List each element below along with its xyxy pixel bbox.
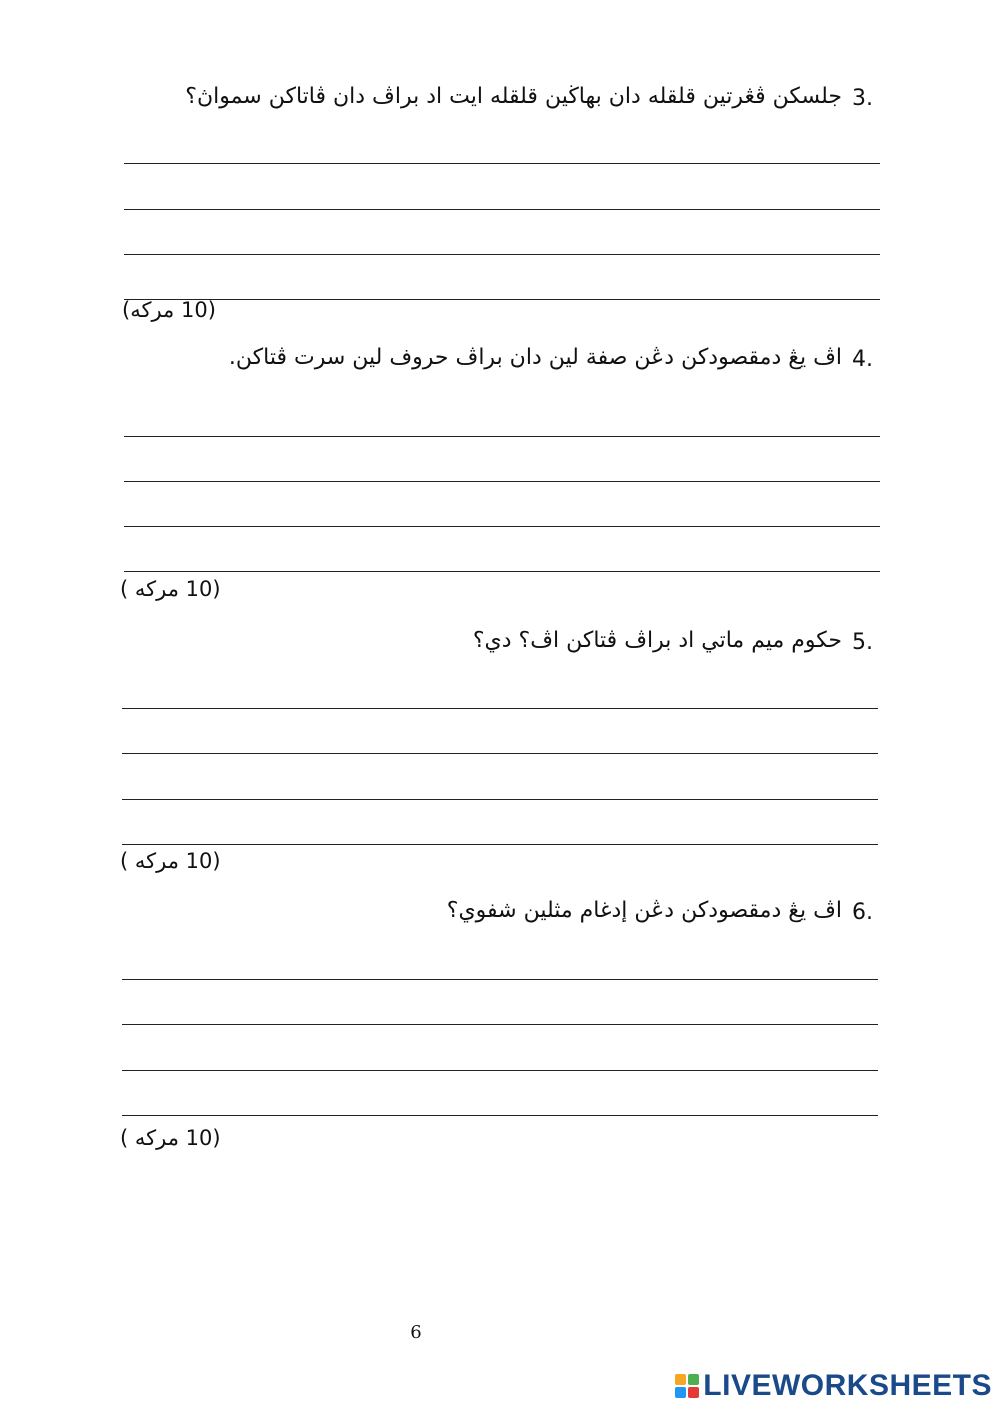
question-number: 6. xyxy=(852,900,873,925)
marks-label: (10 مرکه ) xyxy=(120,577,221,601)
logo-tile xyxy=(675,1387,686,1398)
logo-tile xyxy=(675,1374,686,1385)
logo-tile xyxy=(688,1374,699,1385)
marks-label: (10 مرکه ) xyxy=(120,849,221,873)
marks-label: (10 مرکه) xyxy=(122,298,216,322)
answer-line[interactable] xyxy=(124,481,880,482)
answer-line[interactable] xyxy=(124,571,880,572)
question-number: 5. xyxy=(852,630,873,655)
answer-line[interactable] xyxy=(122,753,878,754)
question-text: حکوم ميم ماتي اد براڤ ڤتاکن اڤ؟ دي؟ xyxy=(472,628,842,653)
question-text: جلسکن ڤڠرتين قلقله دان بهاڬين قلقله ايت اد براڤ دان ڤاتاکن سمواڽ؟ xyxy=(185,84,842,109)
answer-line[interactable] xyxy=(122,1024,878,1025)
answer-line[interactable] xyxy=(124,163,880,164)
question-text: اڤ يڠ دمقصودکن دڠن صفة لين دان براڤ حروف لين سرت ڤتاکن. xyxy=(228,345,842,370)
answer-line[interactable] xyxy=(124,526,880,527)
answer-line[interactable] xyxy=(122,1070,878,1071)
brand-name: LIVEWORKSHEETS xyxy=(703,1369,992,1402)
logo-tile xyxy=(688,1387,699,1398)
question-number: 3. xyxy=(852,86,873,111)
question-text: اڤ يڠ دمقصودکن دڠن إدغام مثلين شفوي؟ xyxy=(446,898,842,923)
answer-line[interactable] xyxy=(124,209,880,210)
answer-line[interactable] xyxy=(122,979,878,980)
answer-line[interactable] xyxy=(124,436,880,437)
marks-label: (10 مرکه ) xyxy=(120,1126,221,1150)
answer-line[interactable] xyxy=(122,799,878,800)
page-number: 6 xyxy=(410,1322,422,1343)
answer-line[interactable] xyxy=(124,299,880,300)
answer-line[interactable] xyxy=(124,254,880,255)
answer-line[interactable] xyxy=(122,708,878,709)
liveworksheets-brand xyxy=(675,1369,992,1403)
answer-line[interactable] xyxy=(122,844,878,845)
liveworksheets-logo-icon xyxy=(675,1374,699,1398)
answer-line[interactable] xyxy=(122,1115,878,1116)
question-number: 4. xyxy=(852,347,873,372)
